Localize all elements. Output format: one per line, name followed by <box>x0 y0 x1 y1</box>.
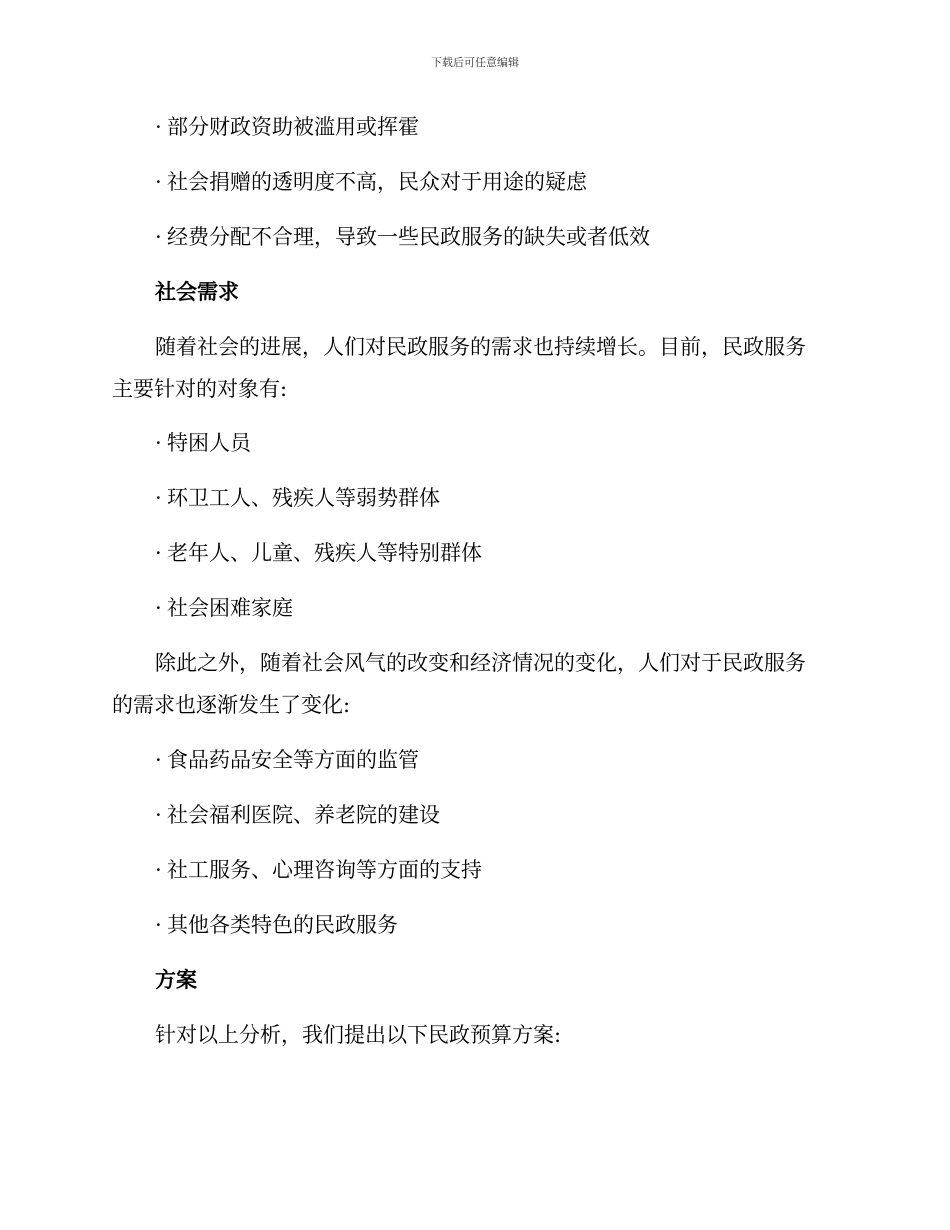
bullet-dot: · <box>155 858 162 882</box>
list-item: · 社会福利医院、养老院的建设 <box>155 800 440 830</box>
bullet-dot: · <box>155 115 162 139</box>
bullet-dot: · <box>155 486 162 510</box>
list-item: · 其他各类特色的民政服务 <box>155 910 398 940</box>
bullet-dot: · <box>155 748 162 772</box>
section-heading: 方案 <box>155 967 197 992</box>
paragraph-line: 针对以上分析，我们提出以下民政预算方案: <box>155 1023 562 1047</box>
list-item: · 经费分配不合理，导致一些民政服务的缺失或者低效 <box>155 222 650 252</box>
list-item: · 食品药品安全等方面的监管 <box>155 745 419 775</box>
list-item: · 环卫工人、残疾人等弱势群体 <box>155 483 440 513</box>
list-item: · 社会捐赠的透明度不高，民众对于用途的疑虑 <box>155 167 587 197</box>
bullet-dot: · <box>155 913 162 937</box>
paragraph-line: 随着社会的进展，人们对民政服务的需求也持续增长。目前，民政服务 <box>155 335 806 359</box>
list-item: · 部分财政资助被滥用或挥霍 <box>155 112 419 142</box>
bullet-dot: · <box>155 596 162 620</box>
list-item: · 社工服务、心理咨询等方面的支持 <box>155 855 482 885</box>
list-item: · 老年人、儿童、残疾人等特别群体 <box>155 538 482 568</box>
list-item: · 特困人员 <box>155 428 251 458</box>
paragraph-line: 的需求也逐渐发生了变化: <box>112 693 351 717</box>
bullet-dot: · <box>155 803 162 827</box>
bullet-dot: · <box>155 431 162 455</box>
section-heading: 社会需求 <box>155 279 239 304</box>
paragraph-line: 主要针对的对象有: <box>112 377 288 401</box>
bullet-dot: · <box>155 541 162 565</box>
bullet-dot: · <box>155 225 162 249</box>
paragraph-line: 除此之外，随着社会风气的改变和经济情况的变化，人们对于民政服务 <box>155 651 806 675</box>
page-header: 下载后可任意编辑 <box>431 56 519 69</box>
list-item: · 社会困难家庭 <box>155 593 293 623</box>
bullet-dot: · <box>155 170 162 194</box>
